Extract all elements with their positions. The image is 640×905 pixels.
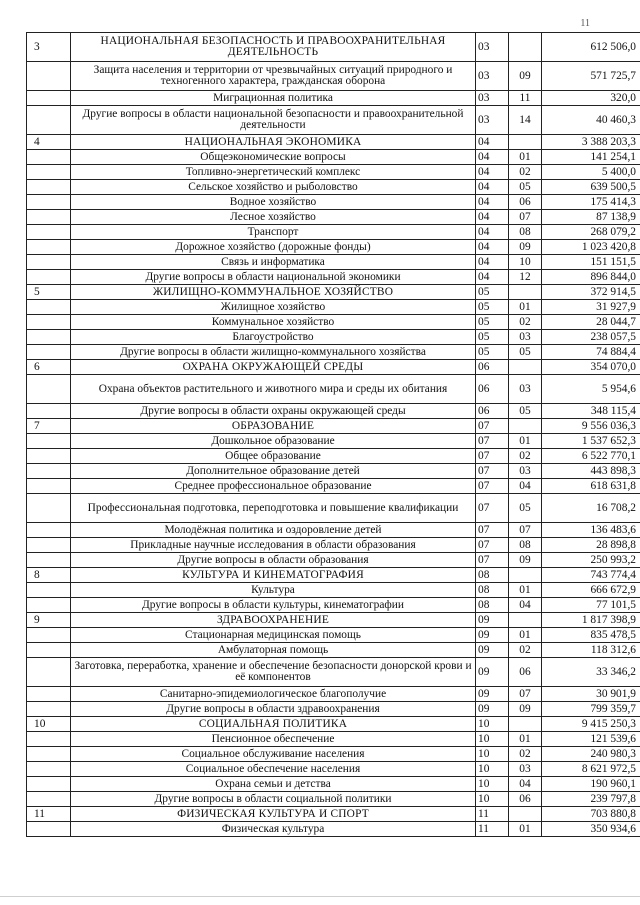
row-subsection-code: 03: [509, 330, 542, 345]
row-number: [27, 315, 71, 330]
row-amount: 30 901,9: [542, 687, 640, 702]
row-name: Дорожное хозяйство (дорожные фонды): [71, 240, 476, 255]
row-name: Миграционная политика: [71, 91, 476, 106]
row-subsection-code: 08: [509, 538, 542, 553]
row-amount: 354 070,0: [542, 360, 640, 375]
row-number: [27, 732, 71, 747]
table-row: [27, 598, 640, 613]
row-section-code: 07: [476, 419, 509, 434]
row-section-code: 06: [476, 375, 509, 404]
row-section-code: 05: [476, 330, 509, 345]
row-number: [27, 658, 71, 687]
row-subsection-code: 05: [509, 180, 542, 195]
row-amount: 151 151,5: [542, 255, 640, 270]
row-name: Водное хозяйство: [71, 195, 476, 210]
row-amount: 799 359,7: [542, 702, 640, 717]
row-number: [27, 165, 71, 180]
row-section-code: 10: [476, 717, 509, 732]
row-name: Общее образование: [71, 449, 476, 464]
table-row: [27, 658, 640, 687]
row-subsection-code: 01: [509, 434, 542, 449]
row-name: Охрана объектов растительного и животного мира и среды их обитания: [71, 375, 476, 404]
table-row: [27, 449, 640, 464]
row-number: [27, 240, 71, 255]
row-section-code: 09: [476, 702, 509, 717]
row-amount: 5 954,6: [542, 375, 640, 404]
table-row: [27, 255, 640, 270]
row-section-code: 07: [476, 449, 509, 464]
row-subsection-code: 04: [509, 598, 542, 613]
row-amount: 33 346,2: [542, 658, 640, 687]
row-number: [27, 822, 71, 837]
row-subsection-code: [509, 807, 542, 822]
row-section-code: 05: [476, 300, 509, 315]
row-name: СОЦИАЛЬНАЯ ПОЛИТИКА: [71, 717, 476, 732]
row-amount: 118 312,6: [542, 643, 640, 658]
row-amount: 612 506,0: [542, 33, 640, 62]
table-row: [27, 762, 640, 777]
row-section-code: 03: [476, 33, 509, 62]
row-name: Другие вопросы в области социальной политики: [71, 792, 476, 807]
row-amount: 28 044,7: [542, 315, 640, 330]
row-section-code: 09: [476, 613, 509, 628]
row-subsection-code: 07: [509, 523, 542, 538]
row-subsection-code: [509, 613, 542, 628]
row-number: 9: [27, 613, 71, 628]
row-subsection-code: 08: [509, 225, 542, 240]
table-section-row: [27, 568, 640, 583]
row-section-code: 10: [476, 792, 509, 807]
row-section-code: 09: [476, 658, 509, 687]
table-section-row: [27, 285, 640, 300]
row-number: 3: [27, 33, 71, 62]
table-row: [27, 687, 640, 702]
row-subsection-code: [509, 360, 542, 375]
row-amount: 5 400,0: [542, 165, 640, 180]
table-section-row: [27, 135, 640, 150]
row-section-code: 04: [476, 225, 509, 240]
row-section-code: 04: [476, 270, 509, 285]
row-amount: 571 725,7: [542, 62, 640, 91]
row-amount: 896 844,0: [542, 270, 640, 285]
row-section-code: 04: [476, 135, 509, 150]
row-amount: 121 539,6: [542, 732, 640, 747]
row-number: [27, 434, 71, 449]
row-number: [27, 195, 71, 210]
row-number: 4: [27, 135, 71, 150]
table-row: [27, 822, 640, 837]
row-name: Другие вопросы в области национальной безопасности и правоохранительной деятельности: [71, 106, 476, 135]
budget-table-body: [27, 33, 640, 837]
row-number: [27, 330, 71, 345]
row-amount: 443 898,3: [542, 464, 640, 479]
scan-bottom-edge: [0, 896, 640, 897]
row-number: 7: [27, 419, 71, 434]
row-number: 6: [27, 360, 71, 375]
row-section-code: 04: [476, 165, 509, 180]
row-amount: 666 672,9: [542, 583, 640, 598]
row-section-code: 06: [476, 360, 509, 375]
row-section-code: 10: [476, 777, 509, 792]
row-name: Другие вопросы в области охраны окружающей среды: [71, 404, 476, 419]
table-row: [27, 643, 640, 658]
row-number: [27, 553, 71, 568]
row-number: [27, 91, 71, 106]
row-amount: 8 621 972,5: [542, 762, 640, 777]
table-row: [27, 195, 640, 210]
row-amount: 835 478,5: [542, 628, 640, 643]
table-row: [27, 180, 640, 195]
row-section-code: 08: [476, 568, 509, 583]
row-subsection-code: 01: [509, 150, 542, 165]
table-row: [27, 150, 640, 165]
row-name: Общеэкономические вопросы: [71, 150, 476, 165]
row-amount: 268 079,2: [542, 225, 640, 240]
row-subsection-code: 04: [509, 777, 542, 792]
table-row: [27, 300, 640, 315]
budget-table: [26, 32, 640, 837]
row-subsection-code: 03: [509, 375, 542, 404]
row-subsection-code: 02: [509, 165, 542, 180]
row-amount: 703 880,8: [542, 807, 640, 822]
row-subsection-code: 01: [509, 822, 542, 837]
row-amount: 743 774,4: [542, 568, 640, 583]
row-name: ОХРАНА ОКРУЖАЮЩЕЙ СРЕДЫ: [71, 360, 476, 375]
row-section-code: 10: [476, 732, 509, 747]
row-name: Среднее профессиональное образование: [71, 479, 476, 494]
row-section-code: 11: [476, 822, 509, 837]
table-row: [27, 210, 640, 225]
table-row: [27, 777, 640, 792]
table-row: [27, 538, 640, 553]
row-amount: 240 980,3: [542, 747, 640, 762]
row-number: [27, 777, 71, 792]
row-number: [27, 479, 71, 494]
table-row: [27, 225, 640, 240]
row-amount: 9 556 036,3: [542, 419, 640, 434]
row-number: [27, 345, 71, 360]
table-row: [27, 479, 640, 494]
row-subsection-code: 12: [509, 270, 542, 285]
row-name: ФИЗИЧЕСКАЯ КУЛЬТУРА И СПОРТ: [71, 807, 476, 822]
row-name: Другие вопросы в области национальной экономики: [71, 270, 476, 285]
row-amount: 320,0: [542, 91, 640, 106]
table-row: [27, 464, 640, 479]
row-name: Амбулаторная помощь: [71, 643, 476, 658]
table-row: [27, 62, 640, 91]
row-number: [27, 494, 71, 523]
row-number: [27, 270, 71, 285]
row-number: [27, 747, 71, 762]
table-row: [27, 553, 640, 568]
row-section-code: 04: [476, 180, 509, 195]
row-amount: 1 537 652,3: [542, 434, 640, 449]
row-amount: 6 522 770,1: [542, 449, 640, 464]
row-number: [27, 106, 71, 135]
row-name: КУЛЬТУРА И КИНЕМАТОГРАФИЯ: [71, 568, 476, 583]
row-name: Жилищное хозяйство: [71, 300, 476, 315]
row-number: [27, 62, 71, 91]
row-name: Транспорт: [71, 225, 476, 240]
row-number: [27, 404, 71, 419]
row-number: [27, 598, 71, 613]
row-number: [27, 210, 71, 225]
row-section-code: 04: [476, 240, 509, 255]
row-name: НАЦИОНАЛЬНАЯ БЕЗОПАСНОСТЬ И ПРАВООХРАНИТЕЛЬНАЯ ДЕЯТЕЛЬНОСТЬ: [71, 33, 476, 62]
row-amount: 175 414,3: [542, 195, 640, 210]
row-section-code: 07: [476, 523, 509, 538]
row-name: ЗДРАВООХРАНЕНИЕ: [71, 613, 476, 628]
row-section-code: 04: [476, 210, 509, 225]
row-section-code: 10: [476, 762, 509, 777]
row-subsection-code: 03: [509, 464, 542, 479]
row-number: [27, 583, 71, 598]
row-section-code: 08: [476, 598, 509, 613]
row-name: Дошкольное образование: [71, 434, 476, 449]
row-subsection-code: 01: [509, 300, 542, 315]
row-name: Санитарно-эпидемиологическое благополучие: [71, 687, 476, 702]
row-section-code: 03: [476, 106, 509, 135]
row-name: Охрана семьи и детства: [71, 777, 476, 792]
row-amount: 372 914,5: [542, 285, 640, 300]
row-amount: 3 388 203,3: [542, 135, 640, 150]
row-section-code: 11: [476, 807, 509, 822]
row-subsection-code: 14: [509, 106, 542, 135]
table-row: [27, 345, 640, 360]
row-name: Социальное обеспечение населения: [71, 762, 476, 777]
table-section-row: [27, 33, 640, 62]
table-row: [27, 523, 640, 538]
row-number: [27, 180, 71, 195]
row-subsection-code: 01: [509, 583, 542, 598]
row-section-code: 07: [476, 464, 509, 479]
row-section-code: 05: [476, 315, 509, 330]
row-amount: 238 057,5: [542, 330, 640, 345]
row-name: Пенсионное обеспечение: [71, 732, 476, 747]
row-name: Другие вопросы в области образования: [71, 553, 476, 568]
row-number: [27, 449, 71, 464]
row-subsection-code: 03: [509, 762, 542, 777]
table-row: [27, 165, 640, 180]
row-subsection-code: 05: [509, 345, 542, 360]
row-number: [27, 255, 71, 270]
row-name: Стационарная медицинская помощь: [71, 628, 476, 643]
table-row: [27, 240, 640, 255]
row-number: [27, 643, 71, 658]
row-section-code: 04: [476, 195, 509, 210]
table-row: [27, 628, 640, 643]
row-name: Связь и информатика: [71, 255, 476, 270]
row-number: 11: [27, 807, 71, 822]
row-section-code: 10: [476, 747, 509, 762]
row-name: Коммунальное хозяйство: [71, 315, 476, 330]
row-subsection-code: 02: [509, 643, 542, 658]
row-section-code: 07: [476, 553, 509, 568]
table-row: [27, 330, 640, 345]
row-number: [27, 375, 71, 404]
row-section-code: 04: [476, 255, 509, 270]
table-section-row: [27, 717, 640, 732]
row-subsection-code: 09: [509, 62, 542, 91]
row-number: 5: [27, 285, 71, 300]
row-name: Молодёжная политика и оздоровление детей: [71, 523, 476, 538]
row-name: ОБРАЗОВАНИЕ: [71, 419, 476, 434]
row-amount: 9 415 250,3: [542, 717, 640, 732]
row-subsection-code: [509, 568, 542, 583]
row-name: Лесное хозяйство: [71, 210, 476, 225]
row-subsection-code: [509, 419, 542, 434]
row-number: [27, 628, 71, 643]
row-name: Благоустройство: [71, 330, 476, 345]
row-number: [27, 225, 71, 240]
row-name: Физическая культура: [71, 822, 476, 837]
row-section-code: 08: [476, 583, 509, 598]
table-section-row: [27, 419, 640, 434]
row-subsection-code: 09: [509, 702, 542, 717]
row-amount: 16 708,2: [542, 494, 640, 523]
table-row: [27, 315, 640, 330]
row-section-code: 03: [476, 91, 509, 106]
row-amount: 350 934,6: [542, 822, 640, 837]
row-amount: 618 631,8: [542, 479, 640, 494]
row-number: [27, 762, 71, 777]
table-row: [27, 702, 640, 717]
row-number: [27, 150, 71, 165]
table-row: [27, 792, 640, 807]
row-number: [27, 792, 71, 807]
table-row: [27, 494, 640, 523]
row-number: [27, 464, 71, 479]
row-name: Прикладные научные исследования в области образования: [71, 538, 476, 553]
row-name: Защита населения и территории от чрезвычайных ситуаций природного и техногенного характера, гражданская оборона: [71, 62, 476, 91]
row-number: [27, 300, 71, 315]
row-subsection-code: 01: [509, 628, 542, 643]
row-subsection-code: 05: [509, 494, 542, 523]
row-number: [27, 702, 71, 717]
row-subsection-code: 05: [509, 404, 542, 419]
row-number: 10: [27, 717, 71, 732]
row-amount: 74 884,4: [542, 345, 640, 360]
row-name: Другие вопросы в области культуры, кинематографии: [71, 598, 476, 613]
table-row: [27, 434, 640, 449]
row-subsection-code: 09: [509, 240, 542, 255]
row-section-code: 07: [476, 479, 509, 494]
row-section-code: 06: [476, 404, 509, 419]
row-number: [27, 687, 71, 702]
table-section-row: [27, 613, 640, 628]
table-row: [27, 732, 640, 747]
row-number: 8: [27, 568, 71, 583]
row-subsection-code: 02: [509, 315, 542, 330]
row-amount: 190 960,1: [542, 777, 640, 792]
row-amount: 1 817 398,9: [542, 613, 640, 628]
table-row: [27, 106, 640, 135]
row-section-code: 03: [476, 62, 509, 91]
row-subsection-code: 06: [509, 658, 542, 687]
row-amount: 250 993,2: [542, 553, 640, 568]
page-number: 11: [580, 18, 590, 29]
row-name: Социальное обслуживание населения: [71, 747, 476, 762]
row-subsection-code: [509, 33, 542, 62]
row-amount: 639 500,5: [542, 180, 640, 195]
row-section-code: 07: [476, 434, 509, 449]
row-section-code: 05: [476, 285, 509, 300]
row-amount: 239 797,8: [542, 792, 640, 807]
row-subsection-code: 02: [509, 449, 542, 464]
row-name: Другие вопросы в области жилищно-коммунального хозяйства: [71, 345, 476, 360]
row-amount: 348 115,4: [542, 404, 640, 419]
row-name: Сельское хозяйство и рыболовство: [71, 180, 476, 195]
row-subsection-code: [509, 135, 542, 150]
table-row: [27, 404, 640, 419]
table-row: [27, 375, 640, 404]
row-subsection-code: 02: [509, 747, 542, 762]
row-name: Заготовка, переработка, хранение и обеспечение безопасности донорской крови и её компонентов: [71, 658, 476, 687]
row-amount: 28 898,8: [542, 538, 640, 553]
row-section-code: 07: [476, 538, 509, 553]
row-amount: 141 254,1: [542, 150, 640, 165]
row-name: НАЦИОНАЛЬНАЯ ЭКОНОМИКА: [71, 135, 476, 150]
table-section-row: [27, 807, 640, 822]
row-name: ЖИЛИЩНО-КОММУНАЛЬНОЕ ХОЗЯЙСТВО: [71, 285, 476, 300]
row-amount: 136 483,6: [542, 523, 640, 538]
row-name: Профессиональная подготовка, переподготовка и повышение квалификации: [71, 494, 476, 523]
row-section-code: 04: [476, 150, 509, 165]
row-amount: 87 138,9: [542, 210, 640, 225]
row-name: Топливно-энергетический комплекс: [71, 165, 476, 180]
row-subsection-code: [509, 717, 542, 732]
row-amount: 31 927,9: [542, 300, 640, 315]
row-section-code: 05: [476, 345, 509, 360]
table-section-row: [27, 360, 640, 375]
row-section-code: 09: [476, 687, 509, 702]
table-row: [27, 270, 640, 285]
row-number: [27, 523, 71, 538]
row-section-code: 07: [476, 494, 509, 523]
row-subsection-code: 07: [509, 687, 542, 702]
row-name: Дополнительное образование детей: [71, 464, 476, 479]
row-subsection-code: 09: [509, 553, 542, 568]
row-subsection-code: 06: [509, 195, 542, 210]
row-subsection-code: 11: [509, 91, 542, 106]
row-section-code: 09: [476, 643, 509, 658]
row-number: [27, 538, 71, 553]
row-subsection-code: 04: [509, 479, 542, 494]
row-subsection-code: 01: [509, 732, 542, 747]
row-name: Культура: [71, 583, 476, 598]
row-subsection-code: 06: [509, 792, 542, 807]
row-section-code: 09: [476, 628, 509, 643]
row-name: Другие вопросы в области здравоохранения: [71, 702, 476, 717]
table-row: [27, 747, 640, 762]
row-amount: 1 023 420,8: [542, 240, 640, 255]
row-amount: 77 101,5: [542, 598, 640, 613]
table-row: [27, 91, 640, 106]
row-subsection-code: 07: [509, 210, 542, 225]
row-subsection-code: [509, 285, 542, 300]
row-subsection-code: 10: [509, 255, 542, 270]
table-row: [27, 583, 640, 598]
row-amount: 40 460,3: [542, 106, 640, 135]
